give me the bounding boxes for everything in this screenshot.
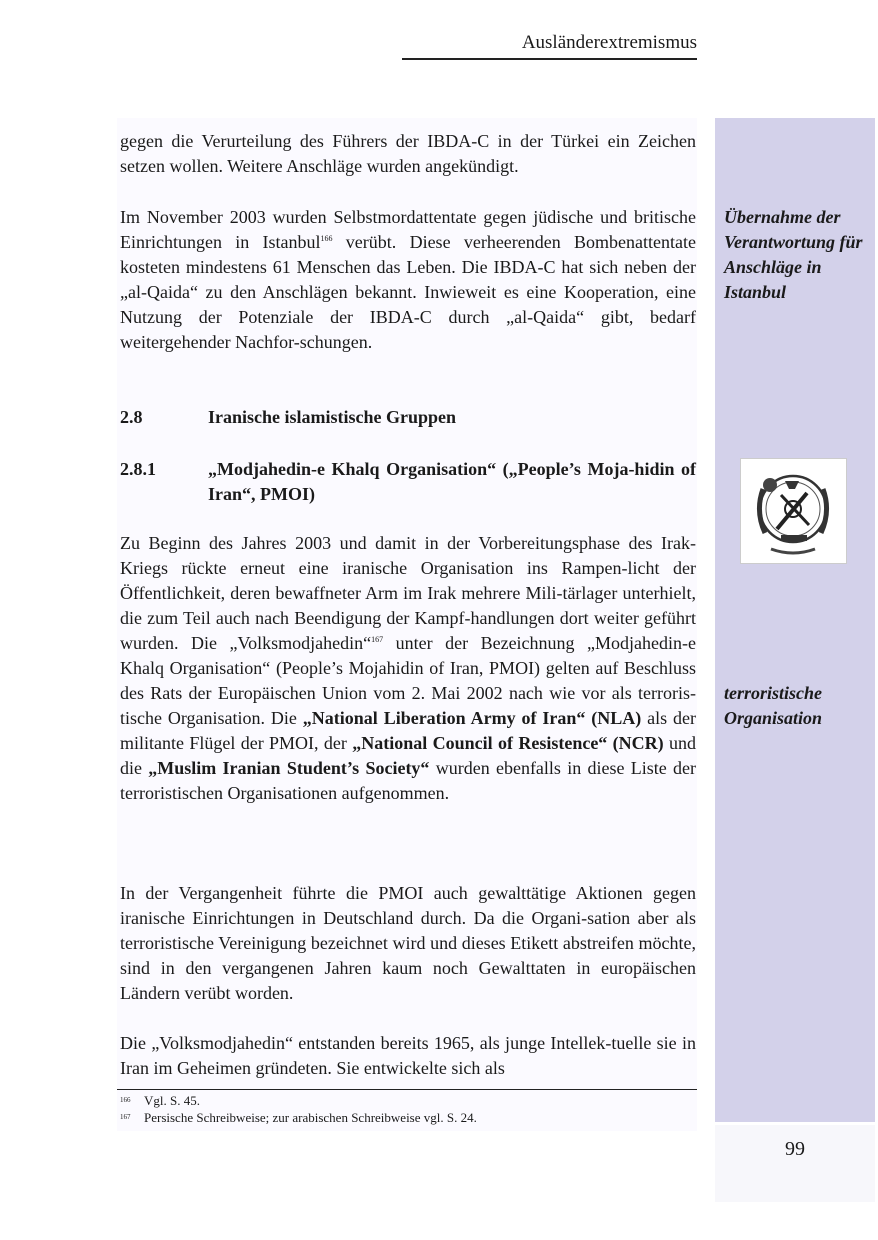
section-title: Iranische islamistische Gruppen — [208, 407, 457, 427]
paragraph-2: Im November 2003 wurden Selbstmordattentate gegen jüdische und britische Einrichtungen in Istanbul$^{166}$ verübt. Diese verheerenden Bombenattentate kosteten mindestens 61 Menschen das Leben. Die IBDA-C hat sich neben der „al-Qaida“ zu den Anschlägen bekannt. Inwieweit es eine Kooperation, eine Nutzung der Potenziale der IBDA-C durch „al-Qaida“ gibt, bedarf weitergehender Nachfor-schungen. — [120, 207, 697, 352]
footnote-number: 167 — [120, 1113, 131, 1121]
paragraph-3: Zu Beginn des Jahres 2003 und damit in der Vorbereitungsphase des Irak-Kriegs rückte erneut eine iranische Organisation ins Rampen-licht der Öffentlichkeit, deren bewaffneter Arm im Irak mehrere Mili-tärlager unterhielt, die zum Teil auch nach Beendigung der Kampf-handlungen dort weiter geführt wurden. Die „Volksmodjahedin“$^{167}$ unter der Bezeichnung „Modjahedin-e Khalq Organisation“ (People’s Mojahidin of Iran, PMOI) gelten auf Beschluss des Rats der Europäischen Union vom 2. Mai 2002 nach wie vor als terroris-tische Organisation. Die „National Liberation Army of Iran“ (NLA) als der militante Flügel der PMOI, der „National Council of Resistence“ (NCR) und die „Muslim Iranian Student’s Society“ wurden ebenfalls in diese Liste der terroristischen Organisationen aufgenommen. — [120, 533, 697, 803]
paragraph-4: In der Vergangenheit führte die PMOI auch gewalttätige Aktionen gegen iranische Einrichtungen in Deutschland durch. Da die Organi-sation aber als terroristische Vereinigung bezeichnet wird und dieses Etikett abstreifen möchte, sind in den vergangenen Jahren kaum noch Gewalttaten in europäischen Ländern verübt worden. — [120, 883, 696, 1003]
running-title: Ausländerextremismus — [402, 32, 697, 60]
subsection-title: „Modjahedin-e Khalq Organisation“ („People’s Moja-hidin of Iran“, PMOI) — [208, 459, 696, 504]
footnote-rule — [117, 1089, 697, 1090]
footnote-ref-167[interactable]: 167 — [371, 635, 384, 644]
margin-note-istanbul: Übernahme der Verantwortung für Anschläge in Istanbul — [724, 207, 863, 302]
bold-miss: „Muslim Iranian Student’s Society“ — [148, 758, 430, 778]
bold-nla: „National Liberation Army of Iran“ (NLA) — [302, 708, 642, 728]
pmoi-emblem — [740, 458, 847, 564]
pmoi-emblem-icon — [741, 459, 846, 563]
footnote-text: Vgl. S. 45. — [144, 1093, 200, 1108]
page-number: 99 — [785, 1138, 805, 1160]
page-number-panel — [715, 1125, 875, 1202]
section-number: 2.8 — [120, 407, 143, 427]
paragraph-1: gegen die Verurteilung des Führers der IBDA-C in der Türkei ein Zeichen setzen wollen. Weitere Anschläge wurden angekündigt. — [120, 131, 696, 176]
subsection-number: 2.8.1 — [120, 459, 156, 479]
bold-ncr: „National Council of Resistence“ (NCR) — [352, 733, 664, 753]
footnote-ref-166[interactable]: 166 — [320, 234, 333, 243]
paragraph-5: Die „Volksmodjahedin“ entstanden bereits 1965, als junge Intellek-tuelle sie in Iran im Geheimen gründeten. Sie entwickelte sich als — [120, 1033, 696, 1078]
footnote-text: Persische Schreibweise; zur arabischen Schreibweise vgl. S. 24. — [144, 1110, 477, 1125]
footnote-number: 166 — [120, 1096, 131, 1104]
margin-note-terror: terroristische Organisation — [724, 683, 823, 728]
